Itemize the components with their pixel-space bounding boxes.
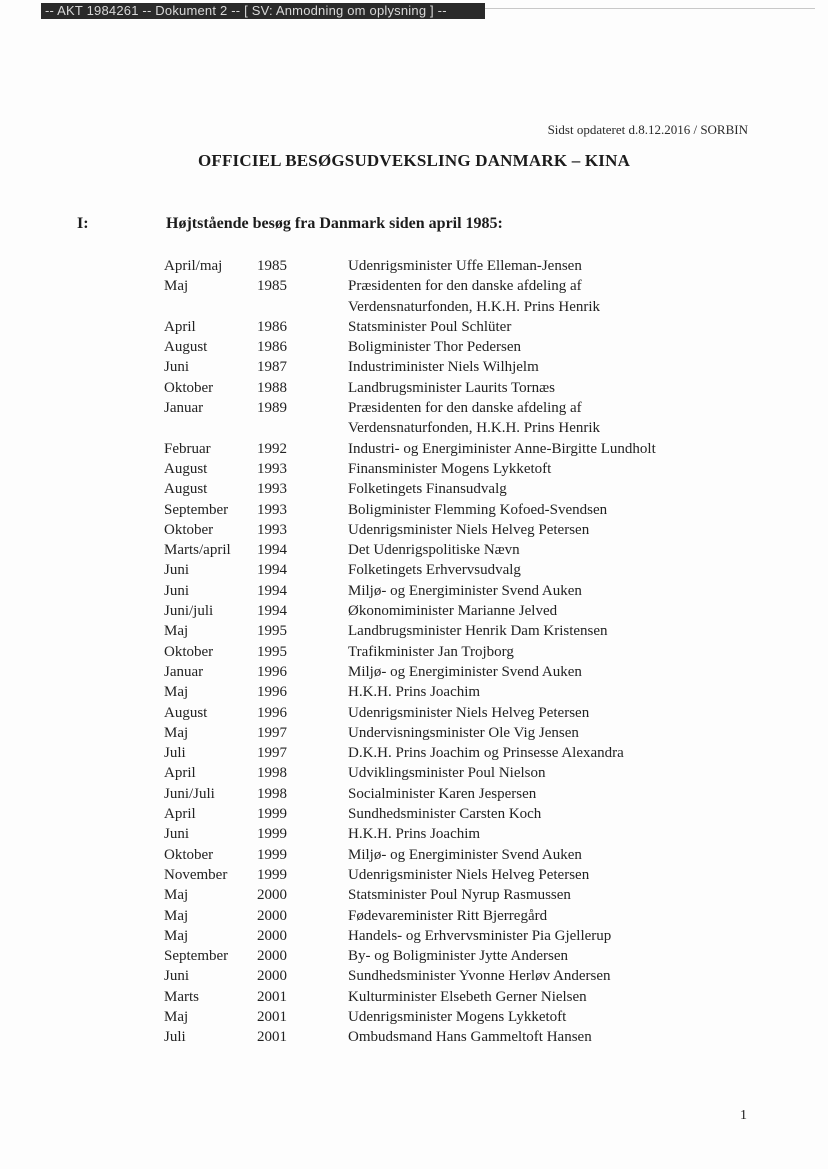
visit-year: 2000	[257, 948, 287, 965]
visit-month: Maj	[164, 684, 189, 701]
visit-visitor	[348, 357, 744, 377]
visit-month: Marts	[164, 988, 199, 1005]
visitor-line: Det Udenrigspolitiske Nævn	[348, 542, 520, 559]
visit-month: Januar	[164, 663, 204, 680]
visit-visitor	[348, 763, 744, 783]
visit-month: Maj	[164, 927, 189, 944]
visit-year: 1997	[257, 745, 287, 762]
visit-year: 1998	[257, 785, 287, 802]
visit-month: April/maj	[164, 258, 223, 274]
visit-year: 1995	[257, 643, 287, 660]
visit-month: April	[164, 765, 196, 782]
visit-month: Februar	[164, 440, 211, 457]
visit-year: 1995	[257, 623, 287, 640]
visit-month: April	[164, 318, 196, 335]
visit-row	[164, 540, 744, 560]
visit-year: 1994	[257, 603, 287, 620]
visit-row	[164, 865, 744, 885]
document-title: OFFICIEL BESØGSUDVEKSLING DANMARK – KINA	[197, 151, 631, 170]
visitor-line: H.K.H. Prins Joachim	[348, 684, 481, 701]
visit-row	[164, 885, 744, 905]
section-number: I:	[77, 215, 89, 232]
visit-year: 1999	[257, 846, 287, 863]
header-rule	[485, 8, 815, 9]
visit-row	[164, 743, 744, 763]
visitor-line: Præsidenten for den danske afdeling af	[348, 400, 582, 417]
visit-row	[164, 439, 744, 459]
visit-month: August	[164, 339, 208, 356]
visit-visitor	[348, 439, 744, 459]
visit-month: Juni/Juli	[164, 785, 215, 802]
visitor-line: Miljø- og Energiminister Svend Auken	[348, 582, 582, 599]
visit-month: September	[164, 948, 229, 965]
visit-month: Marts/april	[164, 542, 231, 559]
visit-visitor	[348, 520, 744, 540]
visit-year: 1985	[257, 258, 287, 274]
visitor-line: Sundhedsminister Yvonne Herløv Andersen	[348, 968, 611, 985]
visit-row	[164, 276, 744, 317]
visit-year: 1999	[257, 806, 287, 823]
visit-year: 1998	[257, 765, 287, 782]
visit-row	[164, 500, 744, 520]
visit-row	[164, 845, 744, 865]
visit-month: Januar	[164, 400, 204, 417]
visit-month: September	[164, 501, 229, 518]
visit-visitor	[348, 398, 744, 439]
visit-row	[164, 581, 744, 601]
visitor-line: Industri- og Energiminister Anne-Birgitte Lundholt	[348, 440, 656, 457]
visit-row	[164, 723, 744, 743]
visit-month: Oktober	[164, 643, 214, 660]
visitor-line: Boligminister Flemming Kofoed-Svendsen	[348, 501, 608, 518]
visit-month: Juni	[164, 359, 190, 376]
visitor-line: Landbrugsminister Henrik Dam Kristensen	[348, 623, 608, 640]
visit-month: November	[164, 866, 228, 883]
visit-visitor	[348, 743, 744, 763]
visit-year: 1993	[257, 481, 287, 498]
visitor-line: Folketingets Finansudvalg	[348, 481, 507, 498]
visit-visitor	[348, 703, 744, 723]
visitor-line: By- og Boligminister Jytte Andersen	[348, 948, 568, 965]
visit-month: Juni	[164, 826, 190, 843]
visit-visitor	[348, 946, 744, 966]
visit-row	[164, 804, 744, 824]
visit-row	[164, 1027, 744, 1047]
visitor-line: Præsidenten for den danske afdeling af	[348, 278, 582, 295]
visit-row	[164, 601, 744, 621]
visit-row	[164, 1007, 744, 1027]
visit-row	[164, 662, 744, 682]
visitor-line: Finansminister Mogens Lykketoft	[348, 460, 552, 477]
visitor-line: Udenrigsminister Niels Helveg Petersen	[348, 704, 590, 721]
visitor-line: Undervisningsminister Ole Vig Jensen	[348, 724, 579, 741]
visit-month: Oktober	[164, 846, 214, 863]
visit-year: 1993	[257, 460, 287, 477]
visit-row	[164, 378, 744, 398]
visit-year: 1999	[257, 826, 287, 843]
visit-visitor	[348, 682, 744, 702]
visit-year: 1986	[257, 318, 287, 335]
visit-year: 1996	[257, 704, 287, 721]
visitor-line: Verdensnaturfonden, H.K.H. Prins Henrik	[348, 420, 601, 437]
visit-year: 1988	[257, 379, 287, 396]
visit-year: 1992	[257, 440, 287, 457]
visit-visitor	[348, 378, 744, 398]
visit-row	[164, 642, 744, 662]
visit-visitor	[348, 479, 744, 499]
visitor-line: Industriminister Niels Wilhjelm	[348, 359, 539, 376]
visitor-line: Sundhedsminister Carsten Koch	[348, 806, 542, 823]
visit-month: August	[164, 704, 208, 721]
visitor-line: Verdensnaturfonden, H.K.H. Prins Henrik	[348, 298, 601, 315]
visit-visitor	[348, 621, 744, 641]
visitor-line: Miljø- og Energiminister Svend Auken	[348, 846, 582, 863]
visitor-line: Udenrigsminister Niels Helveg Petersen	[348, 866, 590, 883]
visit-year: 1994	[257, 542, 287, 559]
visitor-line: Ombudsmand Hans Gammeltoft Hansen	[348, 1029, 592, 1046]
visitor-line: Kulturminister Elsebeth Gerner Nielsen	[348, 988, 587, 1005]
visit-year: 1996	[257, 663, 287, 680]
visit-row	[164, 703, 744, 723]
visit-month: Maj	[164, 887, 189, 904]
visit-year: 2001	[257, 1008, 287, 1025]
visits-list	[164, 256, 744, 1048]
section-title: Højtstående besøg fra Danmark siden april 1985:	[166, 215, 503, 232]
visit-visitor	[348, 784, 744, 804]
visit-visitor	[348, 966, 744, 986]
visit-row	[164, 926, 744, 946]
visit-row	[164, 763, 744, 783]
visit-visitor	[348, 581, 744, 601]
visit-year: 1997	[257, 724, 287, 741]
visitor-line: Udenrigsminister Mogens Lykketoft	[348, 1008, 567, 1025]
last-updated-note: Sidst opdateret d.8.12.2016 / SORBIN	[547, 122, 748, 137]
visit-month: Juni	[164, 562, 190, 579]
visit-year: 1993	[257, 501, 287, 518]
visit-visitor	[348, 845, 744, 865]
visitor-line: Udenrigsminister Niels Helveg Petersen	[348, 521, 590, 538]
visit-visitor	[348, 987, 744, 1007]
visit-month: Maj	[164, 623, 189, 640]
page-number: 1	[740, 1108, 747, 1123]
visit-month: August	[164, 460, 208, 477]
visit-row	[164, 256, 744, 276]
visit-visitor	[348, 1027, 744, 1047]
visit-visitor	[348, 662, 744, 682]
visit-year: 2000	[257, 968, 287, 985]
visitor-line: Handels- og Erhvervsminister Pia Gjellerup	[348, 927, 612, 944]
visitor-line: Økonomiminister Marianne Jelved	[348, 603, 558, 620]
visit-year: 1989	[257, 400, 287, 417]
visit-visitor	[348, 459, 744, 479]
visit-year: 1985	[257, 278, 287, 295]
visitor-line: Udviklingsminister Poul Nielson	[348, 765, 546, 782]
visit-row	[164, 479, 744, 499]
visit-year: 1994	[257, 562, 287, 579]
visitor-line: Folketingets Erhvervsudvalg	[348, 562, 521, 579]
visit-month: Maj	[164, 724, 189, 741]
visit-year: 1994	[257, 582, 287, 599]
visit-row	[164, 966, 744, 986]
visit-month: Juni	[164, 968, 190, 985]
visit-year: 2000	[257, 887, 287, 904]
visit-row	[164, 946, 744, 966]
visit-row	[164, 459, 744, 479]
visit-row	[164, 398, 744, 439]
visit-year: 1996	[257, 684, 287, 701]
visitor-line: Landbrugsminister Laurits Tornæs	[348, 379, 555, 396]
visitor-line: Statsminister Poul Schlüter	[348, 318, 512, 335]
visit-row	[164, 357, 744, 377]
visit-row	[164, 906, 744, 926]
visit-row	[164, 621, 744, 641]
visitor-line: Boligminister Thor Pedersen	[348, 339, 522, 356]
document-header-strip: -- AKT 1984261 -- Dokument 2 -- [ SV: Anmodning om oplysning ] --	[41, 3, 485, 19]
visit-month: Maj	[164, 278, 189, 295]
visit-visitor	[348, 865, 744, 885]
visit-visitor	[348, 540, 744, 560]
visit-row	[164, 520, 744, 540]
visit-row	[164, 337, 744, 357]
visit-visitor	[348, 560, 744, 580]
visit-year: 1999	[257, 866, 287, 883]
visit-month: Maj	[164, 1008, 189, 1025]
visit-visitor	[348, 337, 744, 357]
visit-row	[164, 560, 744, 580]
visitor-line: D.K.H. Prins Joachim og Prinsesse Alexandra	[348, 745, 624, 762]
visit-visitor	[348, 804, 744, 824]
visit-row	[164, 682, 744, 702]
visit-visitor	[348, 276, 744, 317]
visit-month: Oktober	[164, 521, 214, 538]
visit-year: 1987	[257, 359, 287, 376]
visit-visitor	[348, 256, 744, 276]
visit-month: Juni	[164, 582, 190, 599]
visit-month: April	[164, 806, 196, 823]
visitor-line: Trafikminister Jan Trojborg	[348, 643, 514, 660]
visit-visitor	[348, 317, 744, 337]
visit-visitor	[348, 500, 744, 520]
visit-visitor	[348, 926, 744, 946]
visit-row	[164, 824, 744, 844]
visitor-line: Udenrigsminister Uffe Elleman-Jensen	[348, 258, 582, 274]
visit-visitor	[348, 885, 744, 905]
visit-visitor	[348, 601, 744, 621]
visit-year: 2000	[257, 907, 287, 924]
visitor-line: Statsminister Poul Nyrup Rasmussen	[348, 887, 571, 904]
visit-row	[164, 987, 744, 1007]
visit-visitor	[348, 824, 744, 844]
visit-month: Juli	[164, 1029, 186, 1046]
visitor-line: Socialminister Karen Jespersen	[348, 785, 537, 802]
visit-visitor	[348, 642, 744, 662]
visit-row	[164, 784, 744, 804]
visitor-line: H.K.H. Prins Joachim	[348, 826, 481, 843]
visit-year: 2001	[257, 988, 287, 1005]
visit-month: Oktober	[164, 379, 214, 396]
visit-month: August	[164, 481, 208, 498]
visit-month: Juli	[164, 745, 186, 762]
visit-visitor	[348, 906, 744, 926]
visit-visitor	[348, 1007, 744, 1027]
visitor-line: Miljø- og Energiminister Svend Auken	[348, 663, 582, 680]
visit-month: Juni/juli	[164, 603, 214, 620]
visitor-line: Fødevareminister Ritt Bjerregård	[348, 907, 548, 924]
visit-year: 1986	[257, 339, 287, 356]
visit-visitor	[348, 723, 744, 743]
visit-year: 1993	[257, 521, 287, 538]
visit-month: Maj	[164, 907, 189, 924]
visit-year: 2000	[257, 927, 287, 944]
visit-row	[164, 317, 744, 337]
visit-year: 2001	[257, 1029, 287, 1046]
